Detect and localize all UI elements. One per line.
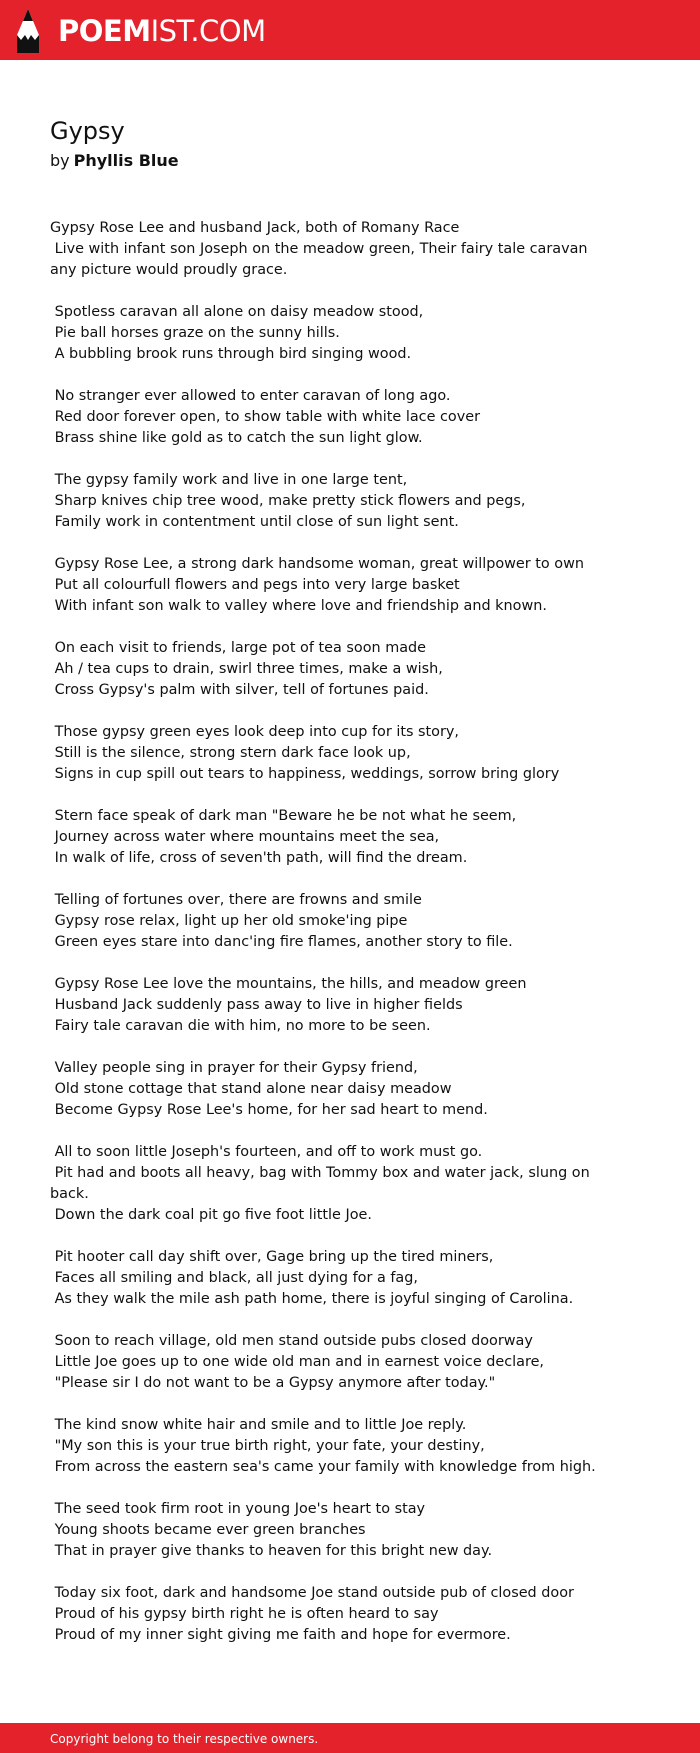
poem-stanza (50, 890, 660, 953)
poem-line: Young shoots became ever green branches (50, 1522, 366, 1538)
poem-stanza (50, 470, 660, 533)
poem-line: Live with infant son Joseph on the meadow green, Their fairy tale caravan (50, 241, 588, 257)
poem-stanza (50, 1583, 660, 1646)
poem-stanza (50, 1499, 660, 1562)
poem-line: Ah / tea cups to drain, swirl three times, make a wish, (50, 661, 443, 677)
poem-line: Cross Gypsy's palm with silver, tell of fortunes paid. (50, 682, 429, 698)
poem-line: No stranger ever allowed to enter caravan of long ago. (50, 388, 451, 404)
poem-stanza (50, 1142, 660, 1226)
poem-title: Gypsy (50, 117, 125, 145)
poem-line: Fairy tale caravan die with him, no more to be seen. (50, 1018, 431, 1034)
author-name: Phyllis Blue (73, 151, 179, 170)
poem-line: All to soon little Joseph's fourteen, and off to work must go. (50, 1144, 483, 1160)
poem-line: "My son this is your true birth right, your fate, your destiny, (50, 1438, 485, 1454)
poem-line: Proud of my inner sight giving me faith and hope for evermore. (50, 1627, 511, 1643)
site-logo-link[interactable] (14, 8, 266, 54)
poem-line: Down the dark coal pit go five foot little Joe. (50, 1207, 372, 1223)
poem-stanza (50, 1247, 660, 1310)
copyright-text: Copyright belong to their respective owners. (50, 1732, 319, 1746)
poem-line: In walk of life, cross of seven'th path, will find the dream. (50, 850, 468, 866)
byline (50, 150, 660, 172)
pencil-icon (14, 8, 42, 54)
poem-line: The gypsy family work and live in one large tent, (50, 472, 408, 488)
poem-line: Signs in cup spill out tears to happiness, weddings, sorrow bring glory (50, 766, 560, 782)
poem-line: Those gypsy green eyes look deep into cup for its story, (50, 724, 459, 740)
poem-line: Little Joe goes up to one wide old man and in earnest voice declare, (50, 1354, 544, 1370)
poem-stanza (50, 218, 660, 281)
poem-line: Pit had and boots all heavy, bag with Tommy box and water jack, slung on (50, 1165, 590, 1181)
poem-line: Proud of his gypsy birth right he is often heard to say (50, 1606, 439, 1622)
poem-line: Pit hooter call day shift over, Gage bring up the tired miners, (50, 1249, 494, 1265)
site-header (0, 0, 700, 60)
poem-line: A bubbling brook runs through bird singing wood. (50, 346, 412, 362)
poem-stanza (50, 1415, 660, 1478)
poem-line: Gypsy Rose Lee and husband Jack, both of Romany Race (50, 220, 460, 236)
poem-line: With infant son walk to valley where love and friendship and known. (50, 598, 547, 614)
poem-line: Today six foot, dark and handsome Joe stand outside pub of closed door (50, 1585, 574, 1601)
poem-line: Gypsy Rose Lee love the mountains, the hills, and meadow green (50, 976, 527, 992)
site-brand (58, 13, 266, 48)
poem-line: "Please sir I do not want to be a Gypsy anymore after today." (50, 1375, 496, 1391)
poem-stanza (50, 386, 660, 449)
poem-stanza (50, 722, 660, 785)
by-label: by (50, 151, 70, 170)
poem-stanza (50, 554, 660, 617)
poem-line: That in prayer give thanks to heaven for this bright new day. (50, 1543, 493, 1559)
poem-line: Old stone cottage that stand alone near daisy meadow (50, 1081, 452, 1097)
site-footer (0, 1723, 700, 1753)
poem-stanza (50, 806, 660, 869)
poem-line: Pie ball horses graze on the sunny hills. (50, 325, 340, 341)
poem-line: Gypsy Rose Lee, a strong dark handsome woman, great willpower to own (50, 556, 584, 572)
poem-line: Faces all smiling and black, all just dying for a fag, (50, 1270, 418, 1286)
poem-line: Brass shine like gold as to catch the sun light glow. (50, 430, 423, 446)
poem-line: Soon to reach village, old men stand outside pubs closed doorway (50, 1333, 533, 1349)
poem-line: Journey across water where mountains meet the sea, (50, 829, 440, 845)
poem-line: The kind snow white hair and smile and to little Joe reply. (50, 1417, 467, 1433)
poem-line: Put all colourfull flowers and pegs into very large basket (50, 577, 460, 593)
brand-bold: POEM (58, 13, 151, 48)
poem-line: From across the eastern sea's came your family with knowledge from high. (50, 1459, 596, 1475)
poem-line: back. (50, 1186, 89, 1202)
poem-line: The seed took firm root in young Joe's heart to stay (50, 1501, 426, 1517)
poem-stanza (50, 638, 660, 701)
poem-line: Red door forever open, to show table with white lace cover (50, 409, 481, 425)
poem-line: Still is the silence, strong stern dark face look up, (50, 745, 411, 761)
poem-stanza (50, 1058, 660, 1121)
poem-line: Family work in contentment until close of sun light sent. (50, 514, 459, 530)
poem-line: Green eyes stare into danc'ing fire flames, another story to file. (50, 934, 513, 950)
poem-stanza (50, 1331, 660, 1394)
poem-line: Sharp knives chip tree wood, make pretty stick flowers and pegs, (50, 493, 526, 509)
poem-line: Become Gypsy Rose Lee's home, for her sad heart to mend. (50, 1102, 488, 1118)
poem-line: Gypsy rose relax, light up her old smoke'ing pipe (50, 913, 408, 929)
poem-line: As they walk the mile ash path home, there is joyful singing of Carolina. (50, 1291, 574, 1307)
poem-stanza (50, 974, 660, 1037)
brand-light: IST.COM (150, 13, 266, 48)
poem-line: Husband Jack suddenly pass away to live in higher fields (50, 997, 463, 1013)
poem-line: Spotless caravan all alone on daisy meadow stood, (50, 304, 424, 320)
poem-line: any picture would proudly grace. (50, 262, 288, 278)
poem-stanza (50, 302, 660, 365)
poem-line: On each visit to friends, large pot of tea soon made (50, 640, 427, 656)
poem-line: Valley people sing in prayer for their Gypsy friend, (50, 1060, 418, 1076)
poem-body (50, 218, 660, 1667)
poem-line: Stern face speak of dark man "Beware he be not what he seem, (50, 808, 517, 824)
poem-header (50, 114, 660, 172)
poem-line: Telling of fortunes over, there are frowns and smile (50, 892, 422, 908)
